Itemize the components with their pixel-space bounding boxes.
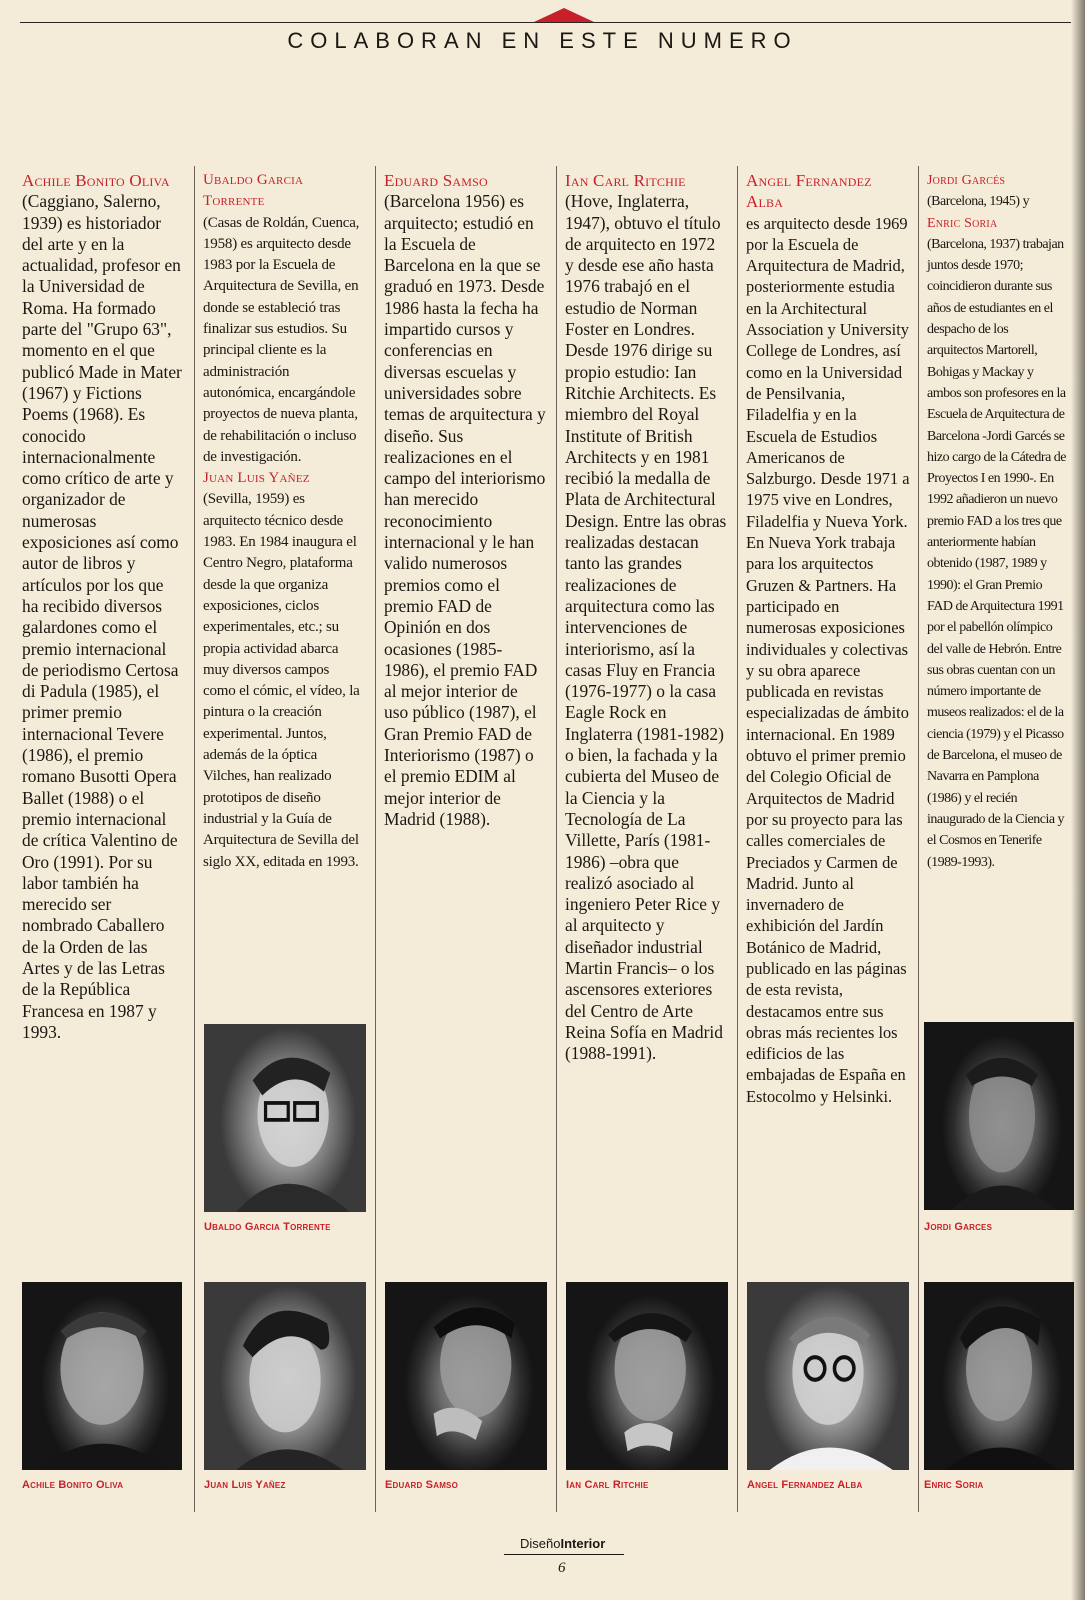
photo-caption: Juan Luis Yañez: [204, 1479, 286, 1491]
photo-caption: Achile Bonito Oliva: [22, 1479, 124, 1491]
bio-column-1: [22, 170, 182, 1043]
column-divider: [194, 166, 195, 1512]
contributor-name: Achile Bonito Oliva: [22, 171, 170, 190]
bio-column-4: [565, 170, 727, 1064]
portrait-icon: [924, 1022, 1074, 1210]
portrait-photo: [566, 1282, 728, 1470]
photo-caption: Jordi Garces: [924, 1221, 993, 1233]
bio-column-6: [927, 170, 1067, 873]
photo-caption: Ubaldo Garcia Torrente: [204, 1221, 331, 1233]
magazine-logo-part: Diseño: [520, 1536, 561, 1551]
photo-caption: Enric Soria: [924, 1479, 984, 1491]
bio-text: (Hove, Inglaterra, 1947), obtuvo el título de arquitecto en 1972 y desde ese año hasta 1976 trabajó en el estudio de Norman Foster en Londres. Desde 1976 dirige su propio estudio: Ian Ritchie Architects. Es miembro del Royal Institute of British Architects y en 1981 recibió la medalla de Plata de Architectural Design. Entre las obras realizadas destacan tanto las grandes realizaciones de arquitectura como las intervenciones de interiorismo, así la casas Fluy en Francia (1976-1977) o la casa Eagle Rock en Inglaterra (1981-1982) o bien, la fachada y la cubierta del Museo de la Ciencia y la Tecnología de La Villette, París (1981-1986) –obra que realizó asociado al ingeniero Peter Rice y al arquitecto y diseñador industrial Martin Francis– o los ascensores exteriores del Centro de Arte Reina Sofía en Madrid (1988-1991).: [565, 191, 727, 1064]
portrait-icon: [204, 1024, 366, 1212]
column-divider: [737, 166, 738, 1512]
portrait-photo: [22, 1282, 182, 1470]
bio-text: (Barcelona, 1937) trabajan juntos desde 1970; coincidieron durante sus años de estudiantes en el despacho de los arquitectos Martorell, Bohigas y Mackay y ambos son profesores en la Escuela de Arquitectura de Barcelona -Jordi Garcés se hizo cargo de la Cátedra de Proyectos I en 1990-. En 1992 añadieron un nuevo premio FAD a los tres que anteriormente habían obtenido (1987, 1989 y 1990): el Gran Premio FAD de Arquitectura 1991 por el pabellón olímpico del valle de Hebrón. Entre sus obras cuentan con un número importante de museos realizados: el de la ciencia (1979) y el Picasso de Barcelona, el museo de Navarra en Pamplona (1986) y el recién inaugurado de la Ciencia y el Cosmos en Tenerife (1989-1993).: [927, 236, 1067, 870]
portrait-icon: [924, 1282, 1074, 1470]
bio-text: es arquitecto desde 1969 por la Escuela de Arquitectura de Madrid, posteriormente estudia en la Architectural Association y University College de Londres, así como en la Universidad de Pensilvania, Filadelfia y en la Escuela de Estudios Americanos de Salzburgo. Desde 1971 a 1975 vive en Londres, Filadelfia y Nueva York. En Nueva York trabaja para los arquitectos Gruzen & Partners. Ha participado en numerosas exposiciones individuales y colectivas y su obra aparece publicada en revistas especializadas de ámbito internacional. En 1989 obtuvo el primer premio del Colegio Oficial de Arquitectos de Madrid por su proyecto para las calles comerciales de Preciados y Carmen de Madrid. Junto al invernadero de exhibición del Jardín Botánico de Madrid, publicado en las páginas de esta revista, destacamos entre sus obras más recientes los edificios de las embajadas de España en Estocolmo y Helsinki.: [746, 213, 910, 1106]
photo-caption: Ian Carl Ritchie: [566, 1479, 649, 1491]
bio-text: (Barcelona 1956) es arquitecto; estudió en la Escuela de Barcelona en la que se graduó en 1973. Desde 1986 hasta la fecha ha impartido cursos y conferencias en diversas escuelas y universidades sobre temas de arquitectura y diseño. Sus realizaciones en el campo del interiorismo han merecido reconocimiento internacional y le han valido numerosos premios como el premio FAD de Opinión en dos ocasiones (1985-1986), el premio FAD al mejor interior de uso público (1987), el Gran Premio FAD de Interiorismo (1987) o el premio EDIM al mejor interior de Madrid (1988).: [384, 191, 546, 829]
bio-column-2: [203, 170, 363, 873]
page-number: 6: [558, 1560, 566, 1576]
header-rule: [20, 22, 1071, 23]
page-title: COLABORAN EN ESTE NUMERO: [287, 28, 798, 53]
portrait-icon: [22, 1282, 182, 1470]
column-divider: [375, 166, 376, 1512]
portrait-photo: [385, 1282, 547, 1470]
contributor-name: Eduard Samso: [384, 171, 488, 190]
contributor-name: Angel Fernandez Alba: [746, 171, 872, 212]
magazine-logo: [520, 1536, 605, 1551]
bio-column-5: [746, 170, 910, 1107]
column-divider: [918, 166, 919, 1512]
portrait-photo: [924, 1022, 1074, 1210]
magazine-logo-part: Interior: [560, 1536, 606, 1551]
portrait-icon: [747, 1282, 909, 1470]
bio-text: (Sevilla, 1959) es arquitecto técnico desde 1983. En 1984 inaugura el Centro Negro, plataforma desde la que organiza exposiciones, ciclos experimentales, etc.; su propia actividad abarca muy diversos campos como el cómic, el vídeo, la pintura o la creación experimental. Juntos, además de la óptica Vilches, han realizado prototipos de diseño industrial y la Guía de Arquitectura de Sevilla del siglo XX, editada en 1993.: [203, 491, 360, 870]
bio-text: (Barcelona, 1945) y: [927, 194, 1030, 210]
photo-caption: Angel Fernandez Alba: [747, 1479, 863, 1491]
contributor-name: Enric Soria: [927, 215, 998, 231]
header-triangle-icon: [534, 8, 594, 22]
portrait-photo: [924, 1282, 1074, 1470]
bio-column-3: [384, 170, 546, 830]
contributor-name: Jordi Garcés: [927, 173, 1006, 188]
portrait-icon: [566, 1282, 728, 1470]
photo-caption: Eduard Samso: [385, 1479, 459, 1491]
bio-text: (Caggiano, Salerno, 1939) es historiador del arte y en la actualidad, profesor en la Universidad de Roma. Ha formado parte del "Grupo 63", momento en el que publicó Made in Mater (1967) y Fictions Poems (1968). Es conocido internacionalmente como crítico de arte y organizador de numerosas exposiciones así como autor de libros y artículos por los que ha recibido diversos galardones como el premio internacional de periodismo Certosa di Padula (1985), el primer premio internacional Tevere (1986), el premio romano Busotti Opera Ballet (1988) o el premio internacional de crítica Valentino de Oro (1991). Por su labor también ha merecido ser nombrado Caballero de la Orden de las Artes y de las Letras de la República Francesa en 1987 y 1993.: [22, 191, 182, 1042]
contributor-name: Ubaldo Garcia Torrente: [203, 172, 304, 210]
portrait-photo: [747, 1282, 909, 1470]
page-edge-shadow: [1071, 0, 1085, 1600]
footer-rule: [504, 1554, 624, 1555]
portrait-photo: [204, 1282, 366, 1470]
contributor-name: Juan Luis Yañez: [203, 470, 310, 487]
portrait-photo: [204, 1024, 366, 1212]
portrait-icon: [204, 1282, 366, 1470]
column-divider: [556, 166, 557, 1512]
bio-text: (Casas de Roldán, Cuenca, 1958) es arquitecto desde 1983 por la Escuela de Arquitectura de Sevilla, en donde se estableció tras finalizar sus estudios. Su principal cliente es la administración autonómica, encargándole proyectos de nueva planta, de rehabilitación o incluso de investigación.: [203, 214, 360, 465]
portrait-icon: [385, 1282, 547, 1470]
contributor-name: Ian Carl Ritchie: [565, 171, 686, 190]
